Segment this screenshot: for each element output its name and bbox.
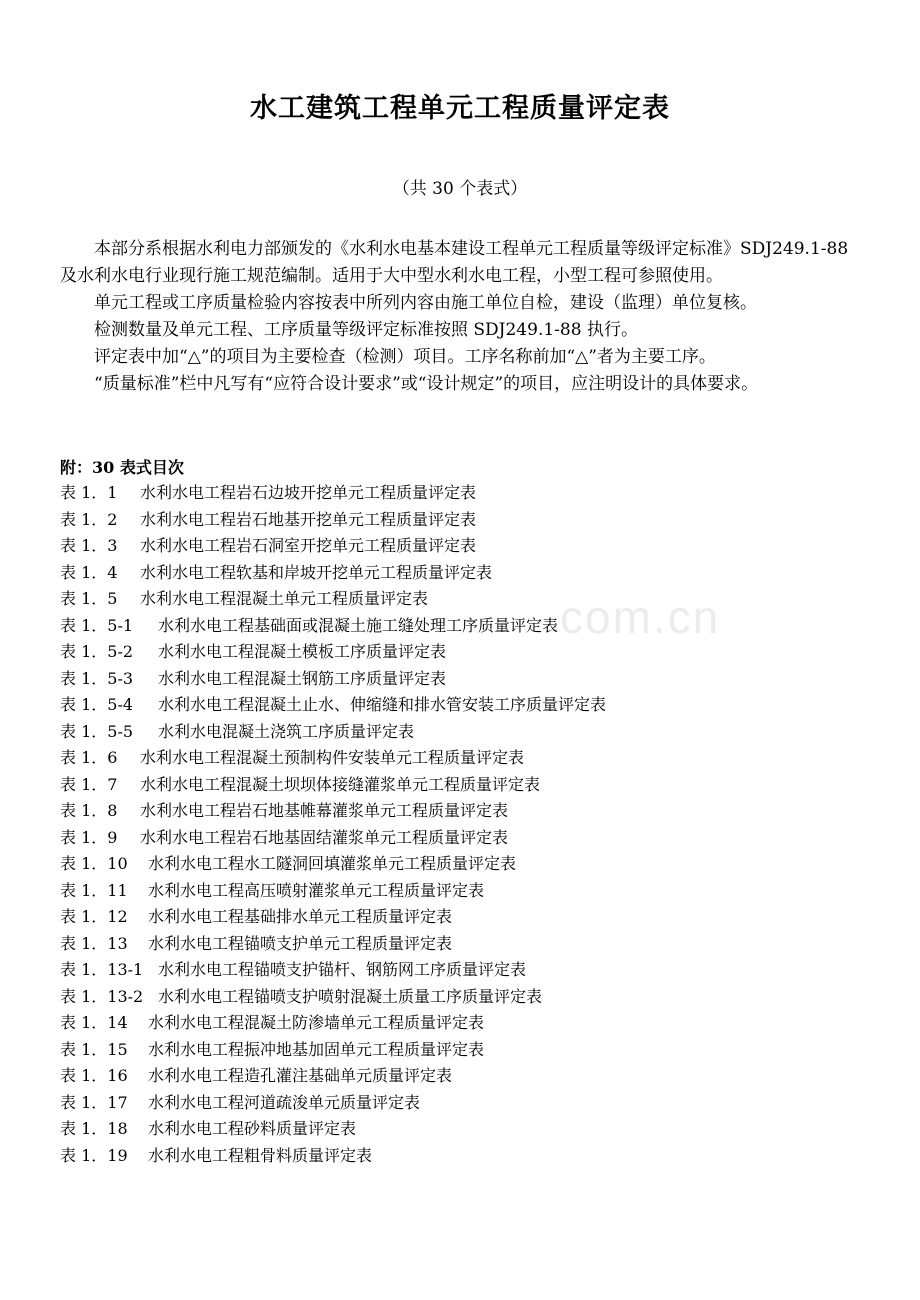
toc-item-title: 水利水电工程砂料质量评定表 [148,1119,357,1138]
toc-item-number: 表 1．5-4 [60,695,134,714]
toc-item-title: 水利水电工程振冲地基加固单元工程质量评定表 [148,1039,485,1059]
toc-item-title: 水利水电工程岩石地基固结灌浆单元工程质量评定表 [140,827,509,847]
toc-item-title: 水利水电工程造孔灌注基础单元质量评定表 [148,1066,453,1085]
toc-item-title: 水利水电工程岩石地基帷幕灌浆单元工程质量评定表 [140,801,509,820]
toc-item-number: 表 1．7 [60,774,118,794]
toc-item-number: 表 1．17 [60,1092,128,1112]
toc-item-title: 水利水电工程混凝土钢筋工序质量评定表 [158,668,447,688]
toc-item-number: 表 1．10 [60,854,128,873]
toc-item-number: 表 1．1 [60,483,118,502]
toc-item [60,904,860,931]
toc-item-number: 表 1．9 [60,827,118,847]
intro-paragraph: 评定表中加“△”的项目为主要检查（检测）项目。工序名称前加“△”者为主要工序。 [94,347,716,367]
toc-item [60,851,860,878]
toc-item-number: 表 1．3 [60,536,118,555]
toc-item-title: 水利水电工程混凝土防渗墙单元工程质量评定表 [148,1013,485,1032]
intro-section [60,236,870,398]
toc-item [60,1116,860,1143]
toc-item-number: 表 1．5-3 [60,668,134,688]
toc-item [60,533,860,560]
toc-item-number: 表 1．5-1 [60,615,134,635]
toc-item [60,798,860,825]
toc-item [60,480,860,507]
intro-paragraph: 单元工程或工序质量检验内容按表中所列内容由施工单位自检，建设（监理）单位复核。 [94,293,757,313]
toc-item-number: 表 1．6 [60,748,118,767]
toc-item [60,745,860,772]
toc-item [60,1010,860,1037]
toc-item [60,931,860,958]
toc-item [60,1090,860,1117]
document-title: 水工建筑工程单元工程质量评定表 [250,93,670,124]
appendix-heading: 附：30 表式目次 [60,458,184,477]
toc-item [60,586,860,613]
toc-item-title: 水利水电工程岩石边坡开挖单元工程质量评定表 [140,483,477,502]
toc-item [60,692,860,719]
toc-item-number: 表 1．8 [60,801,118,820]
toc-item-title: 水利水电工程高压喷射灌浆单元工程质量评定表 [148,880,485,900]
toc-item-number: 表 1．13 [60,933,128,953]
toc-item [60,1143,860,1170]
toc-item [60,666,860,693]
toc-item [60,1037,860,1064]
table-of-contents [60,480,860,1169]
toc-item-number: 表 1．13-1 [60,960,144,979]
toc-item [60,772,860,799]
toc-item-number: 表 1．2 [60,509,118,529]
intro-paragraph: 检测数量及单元工程、工序质量等级评定标准按照 SDJ249.1-88 执行。 [94,320,638,340]
toc-item [60,878,860,905]
toc-item-title: 水利水电工程锚喷支护锚杆、钢筋网工序质量评定表 [158,960,527,979]
toc-item-number: 表 1．5-2 [60,642,134,661]
toc-item-title: 水利水电工程河道疏浚单元质量评定表 [148,1092,421,1112]
toc-item [60,639,860,666]
toc-item-title: 水利水电工程混凝土止水、伸缩缝和排水管安装工序质量评定表 [158,695,607,714]
toc-item-title: 水利水电工程岩石洞室开挖单元工程质量评定表 [140,536,477,555]
intro-paragraph: “质量标准”栏中凡写有“应符合设计要求”或“设计规定”的项目，应注明设计的具体要求。 [94,374,759,394]
toc-item-title: 水利水电工程锚喷支护单元工程质量评定表 [148,933,453,953]
toc-item-title: 水利水电混凝土浇筑工序质量评定表 [158,721,415,741]
toc-item-number: 表 1．15 [60,1039,128,1059]
toc-item-title: 水利水电工程混凝土单元工程质量评定表 [140,589,429,608]
toc-item [60,825,860,852]
toc-item-number: 表 1．14 [60,1013,128,1032]
toc-item [60,984,860,1011]
toc-item-title: 水利水电工程基础排水单元工程质量评定表 [148,907,453,926]
toc-item-title: 水利水电工程水工隧洞回填灌浆单元工程质量评定表 [148,854,517,873]
document-subtitle: （共 30 个表式） [392,179,528,199]
toc-item [60,613,860,640]
toc-item [60,957,860,984]
toc-item-title: 水利水电工程混凝土预制构件安装单元工程质量评定表 [140,748,525,767]
toc-item-number: 表 1．19 [60,1145,128,1165]
toc-item-number: 表 1．13-2 [60,986,144,1006]
toc-item [60,719,860,746]
toc-item-number: 表 1．18 [60,1119,128,1138]
toc-item-title: 水利水电工程岩石地基开挖单元工程质量评定表 [140,509,477,529]
toc-item [60,560,860,587]
toc-item-number: 表 1．12 [60,907,128,926]
toc-item-number: 表 1．4 [60,562,118,582]
toc-item-title: 水利水电工程锚喷支护喷射混凝土质量工序质量评定表 [158,986,543,1006]
toc-item-title: 水利水电工程混凝土模板工序质量评定表 [158,642,447,661]
toc-item-number: 表 1．5-5 [60,721,134,741]
toc-item [60,1063,860,1090]
watermark: com.cn [560,591,721,643]
toc-item-title: 水利水电工程基础面或混凝土施工缝处理工序质量评定表 [158,615,559,635]
toc-item [60,507,860,534]
toc-item-number: 表 1．16 [60,1066,128,1085]
toc-item-title: 水利水电工程粗骨料质量评定表 [148,1145,373,1165]
intro-paragraph: 本部分系根据水利电力部颁发的《水利水电基本建设工程单元工程质量等级评定标准》SDJ249.1-88 及水利水电行业现行施工规范编制。适用于大中型水利水电工程，小型工程可参照使用。 [60,239,849,286]
toc-item-title: 水利水电工程软基和岸坡开挖单元工程质量评定表 [140,562,493,582]
toc-item-number: 表 1．5 [60,589,118,608]
toc-item-number: 表 1．11 [60,880,128,900]
toc-item-title: 水利水电工程混凝土坝坝体接缝灌浆单元工程质量评定表 [140,774,541,794]
